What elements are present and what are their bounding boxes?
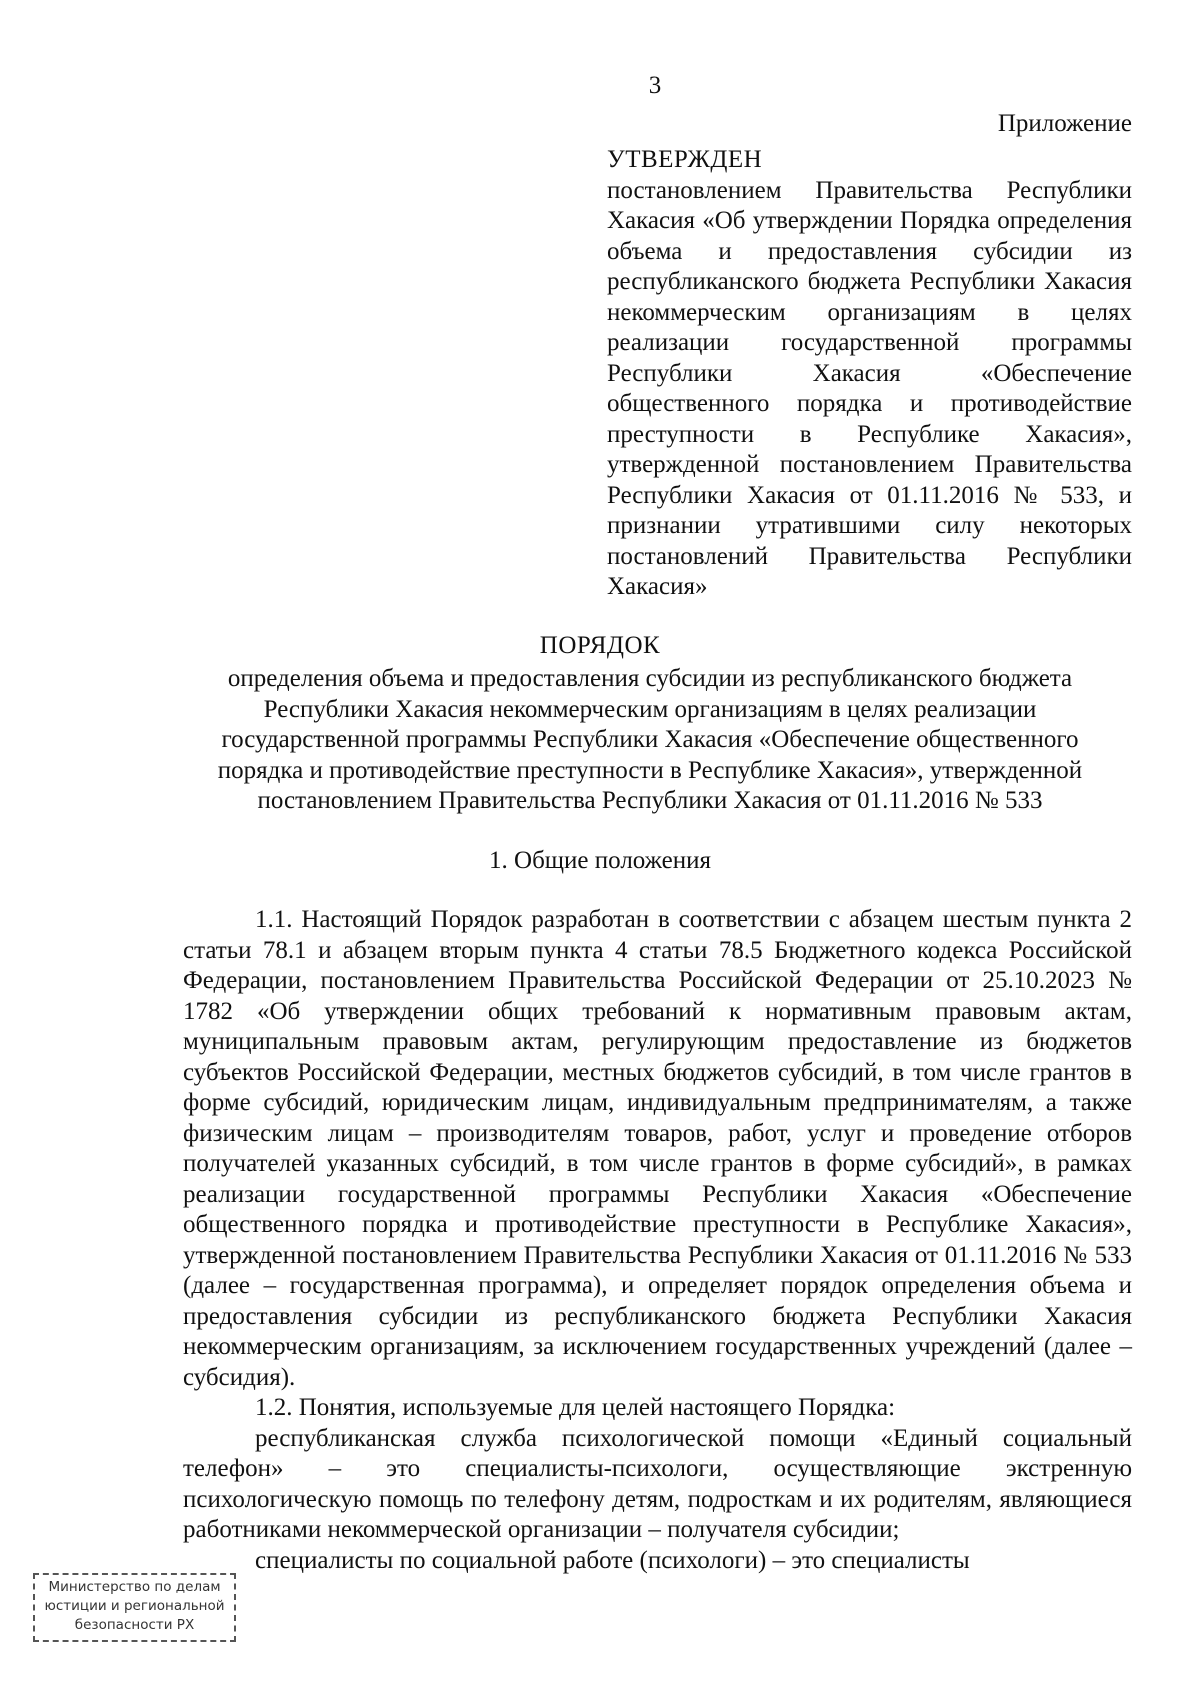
stamp-line-2: юстиции и региональной (44, 1598, 225, 1614)
paragraph-1-1: 1.1. Настоящий Порядок разработан в соответствии с абзацем шестым пункта 2 статьи 78.1 и абзацем вторым пункта 4 статьи 78.5 Бюджетного кодекса Российской Федерации, постановлением Правительства Российской Федерации от 25.10.2023 № 1782 «Об утверждении общих требований к нормативным правовым актам, муниципальным правовым актам, регулирующим предоставление из бюджетов субъектов Российской Федерации, местных бюджетов субсидий, в том числе грантов в форме субсидий, юридическим лицам, индивидуальным предпринимателям, а также физическим лицам – производителям товаров, работ, услуг и проведение отборов получателей указанных субсидий, в том числе грантов в форме субсидий», в рамках реализации государственной программы Республики Хакасия «Обеспечение общественного порядка и противодействие преступности в Республике Хакасия», утвержденной постановлением Правительства Республики Хакасия от 01.11.2016 № 533 (далее – государственная программа), и определяет порядок определения объема и предоставления субсидии из республиканского бюджета Республики Хакасия некоммерческим организациям, за исключением государственных учреждений (далее – субсидия). (183, 906, 1132, 1391)
body-text (183, 905, 1132, 1576)
ministry-stamp (33, 1573, 236, 1642)
approval-block (607, 145, 1132, 603)
paragraph-definition-phone-service: республиканская служба психологической помощи «Единый социальный телефон» – это специалисты-психологи, осуществляющие экстренную психологическую помощь по телефону детям, подросткам и их родителям, являющиеся работниками некоммерческой организации – получателя субсидии; (183, 1424, 1132, 1543)
page-number: 3 (648, 72, 662, 99)
annex-label: Приложение (997, 110, 1132, 137)
approval-title: УТВЕРЖДЕН (607, 146, 763, 173)
approval-text: постановлением Правительства Республики Хакасия «Об утверждении Порядка определения объема и предоставления субсидии из республиканского бюджета Республики Хакасия некоммерческим организациям в целях реализации государственной программы Республики Хакасия «Обеспечение общественного порядка и противодействие преступности в Республике Хакасия», утвержденной постановлением Правительства Республики Хакасия от 01.11.2016 № 533, и признании утратившими силу некоторых постановлений Правительства Республики Хакасия» (607, 176, 1132, 600)
stamp-line-1: Министерство по делам (48, 1579, 221, 1595)
stamp-line-3: безопасности РХ (74, 1617, 195, 1633)
paragraph-1-2: 1.2. Понятия, используемые для целей настоящего Порядка: (255, 1394, 896, 1421)
section-heading: 1. Общие положения (489, 847, 711, 874)
order-title: ПОРЯДОК (539, 632, 661, 659)
order-subtitle: определения объема и предоставления субсидии из республиканского бюджета Республики Хакасия некоммерческим организациям в целях реализации государственной программы Республики Хакасия «Обеспечение общественного порядка и противодействие преступности в Республике Хакасия», утвержденной постановлением Правительства Республики Хакасия от 01.11.2016 № 533 (217, 665, 1083, 814)
paragraph-definition-social-workers: специалисты по социальной работе (психологи) – это специалисты (255, 1546, 970, 1574)
